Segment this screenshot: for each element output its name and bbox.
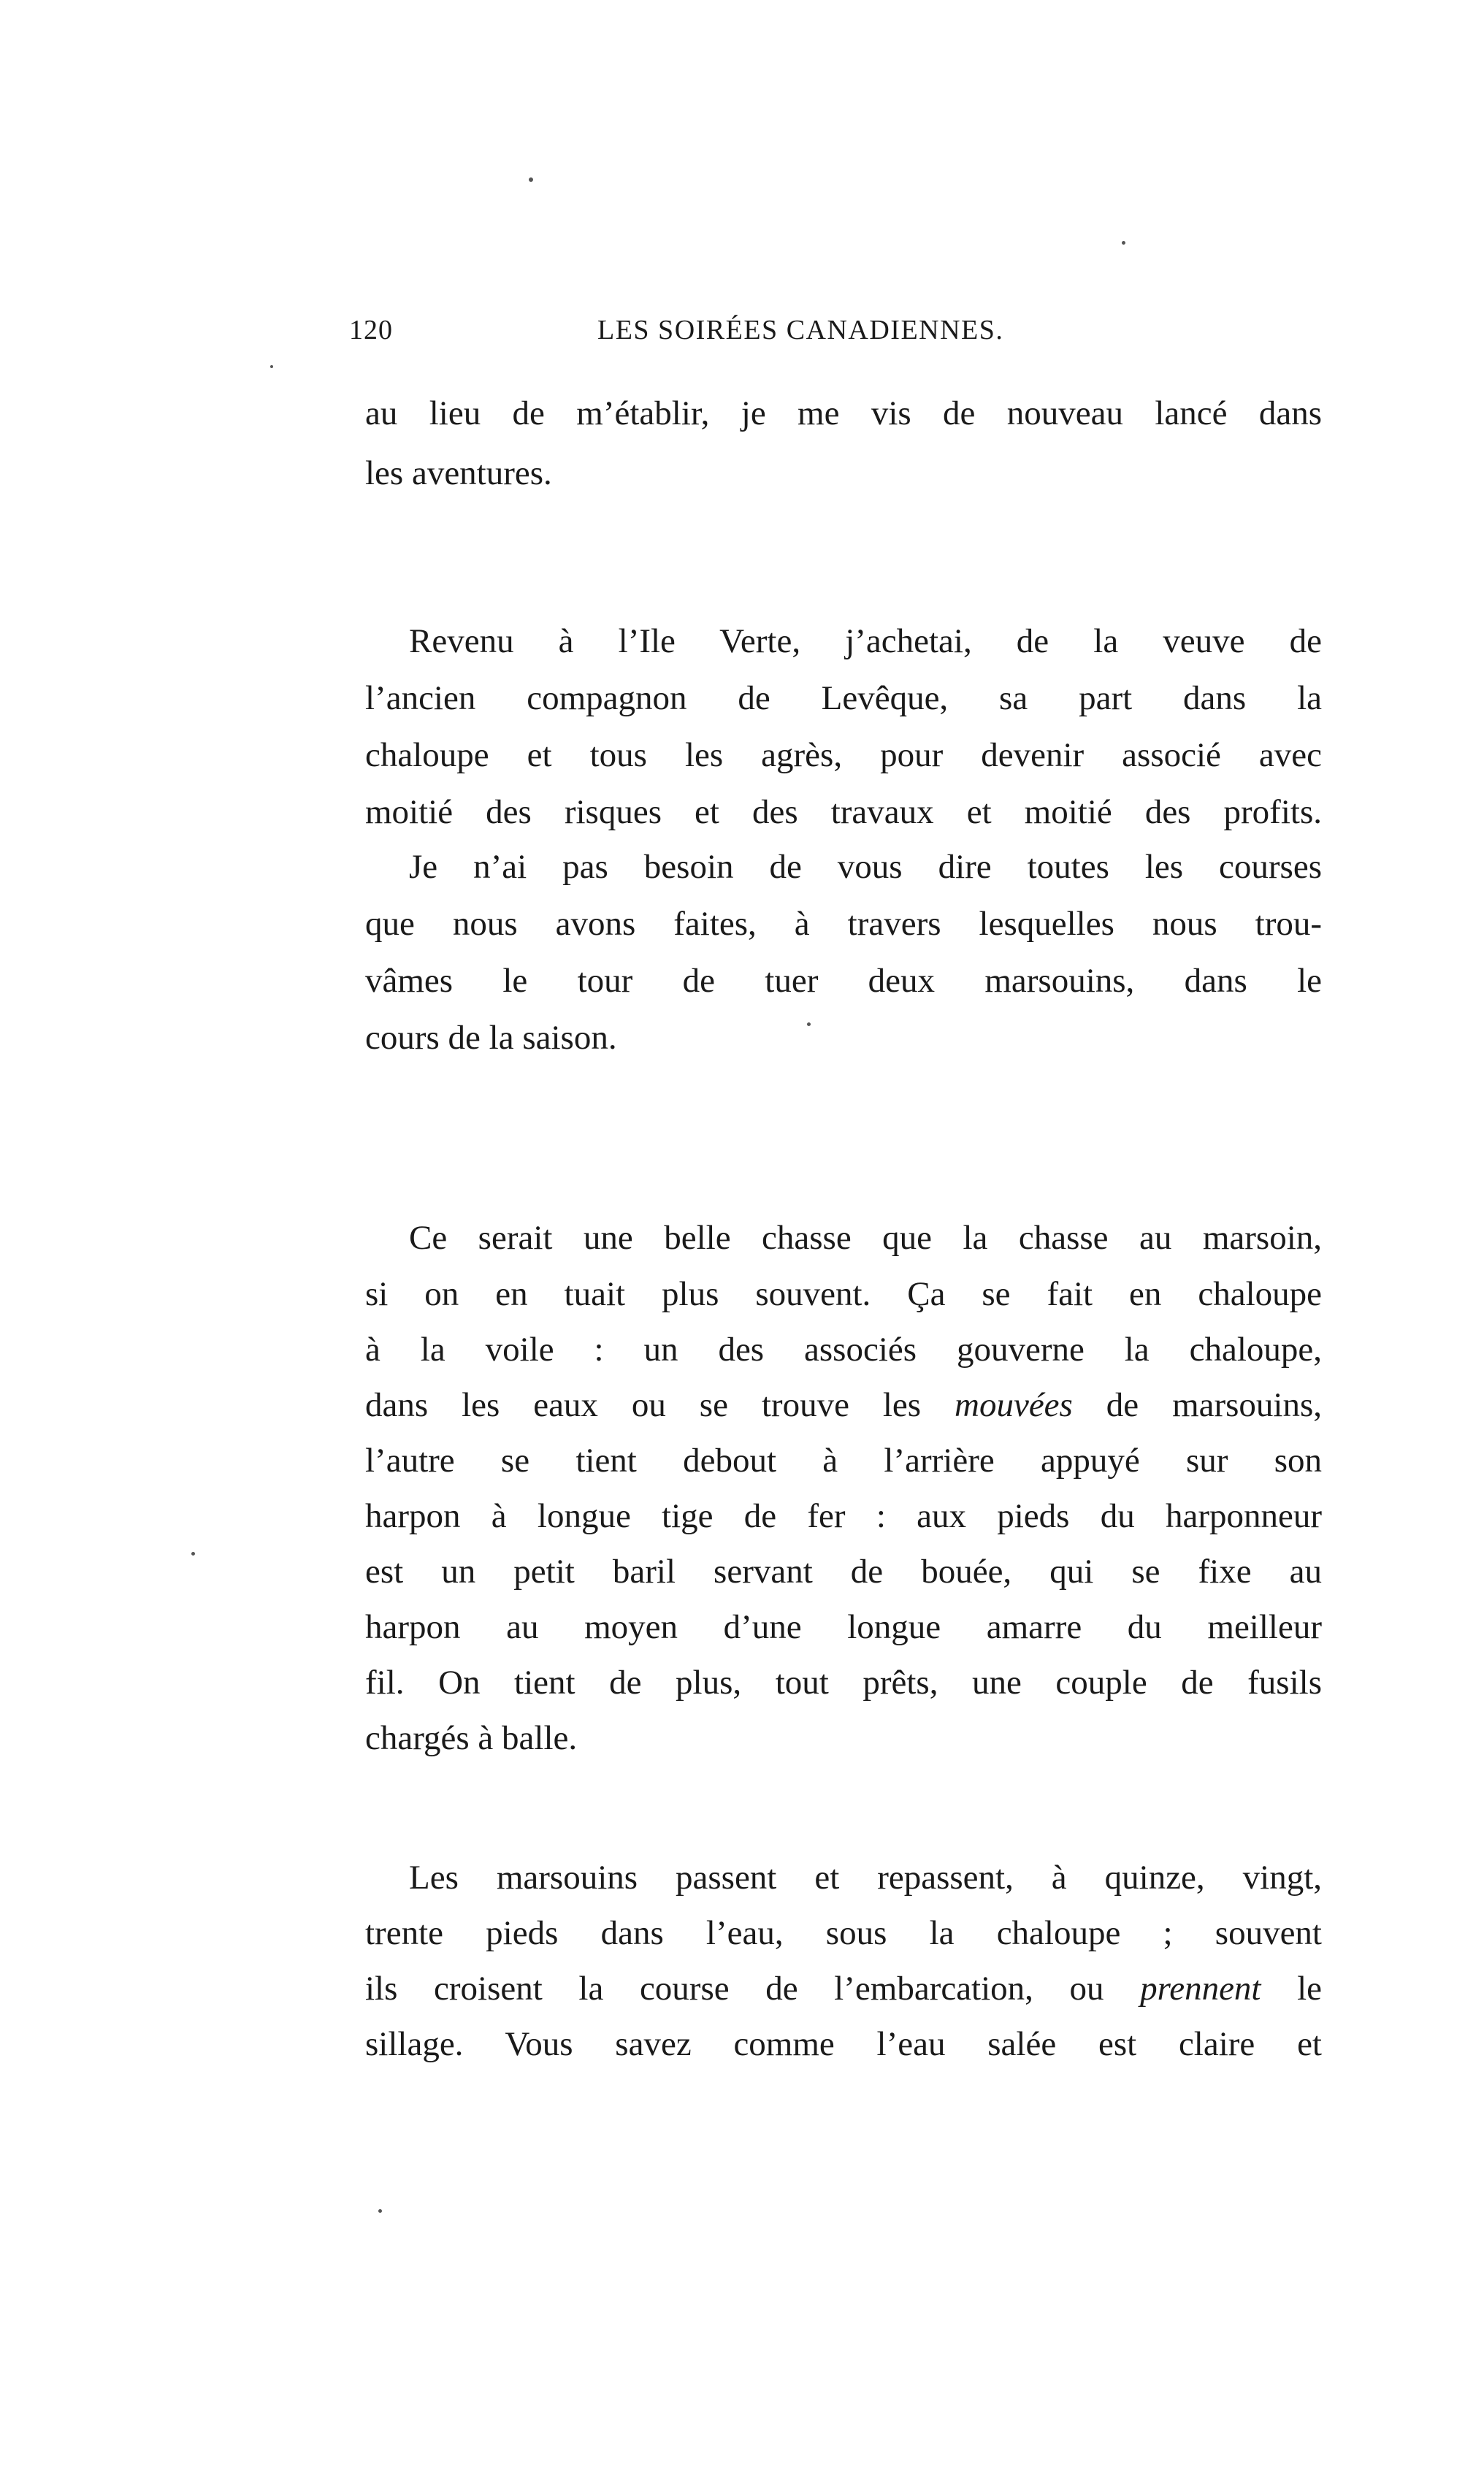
text-line-with-italic bbox=[365, 1383, 1322, 1427]
text-line: cours de la saison. bbox=[365, 1019, 617, 1057]
scan-speck bbox=[270, 365, 273, 368]
text-line: au lieu de m’établir, je me vis de nouveau lancé dans bbox=[365, 394, 1322, 432]
text-line: Les marsouins passent et repassent, à quinze, vingt, bbox=[409, 1859, 1322, 1897]
text-line: que nous avons faites, à travers lesquelles nous trou- bbox=[365, 905, 1322, 943]
text-line: harpon à longue tige de fer : aux pieds du harponneur bbox=[365, 1497, 1322, 1535]
scan-speck bbox=[1122, 241, 1125, 245]
text-line: harpon au moyen d’une longue amarre du meilleur bbox=[365, 1608, 1322, 1646]
text-line: sillage. Vous savez comme l’eau salée est claire et bbox=[365, 2025, 1322, 2063]
text-line: fil. On tient de plus, tout prêts, une couple de fusils bbox=[365, 1664, 1322, 1702]
text-line: l’ancien compagnon de Levêque, sa part dans la bbox=[365, 679, 1322, 717]
text-line: les aventures. bbox=[365, 454, 552, 492]
scan-speck bbox=[807, 1022, 811, 1026]
text-line: moitié des risques et des travaux et moitié des profits. bbox=[365, 793, 1322, 831]
text-line: est un petit baril servant de bouée, qui se fixe au bbox=[365, 1553, 1322, 1591]
text-line: Je n’ai pas besoin de vous dire toutes les courses bbox=[409, 848, 1322, 886]
text-line-with-italic bbox=[365, 1967, 1322, 2011]
text-line: l’autre se tient debout à l’arrière appuyé sur son bbox=[365, 1442, 1322, 1480]
scan-speck bbox=[191, 1552, 195, 1556]
text-line: chaloupe et tous les agrès, pour devenir associé avec bbox=[365, 736, 1322, 774]
page-header bbox=[349, 314, 1322, 358]
text-run: ils croisent la course de l’embarcation, ou bbox=[365, 1970, 1104, 2008]
text-line: chargés à balle. bbox=[365, 1719, 578, 1757]
scan-speck bbox=[378, 2209, 382, 2213]
text-line: si on en tuait plus souvent. Ça se fait en chaloupe bbox=[365, 1275, 1322, 1313]
italic-term: prennent bbox=[1140, 1970, 1261, 2008]
text-line: Revenu à l’Ile Verte, j’achetai, de la veuve de bbox=[409, 622, 1322, 660]
text-run: de marsouins, bbox=[1106, 1386, 1323, 1424]
scan-speck bbox=[529, 177, 533, 182]
italic-term: mouvées bbox=[955, 1386, 1073, 1424]
text-line: à la voile : un des associés gouverne la chaloupe, bbox=[365, 1331, 1322, 1369]
page-number: 120 bbox=[349, 315, 393, 345]
text-line: trente pieds dans l’eau, sous la chaloupe ; souvent bbox=[365, 1914, 1322, 1952]
running-title: LES SOIRÉES CANADIENNES. bbox=[597, 315, 1004, 345]
text-line: vâmes le tour de tuer deux marsouins, dans le bbox=[365, 962, 1322, 1000]
text-run: dans les eaux ou se trouve les bbox=[365, 1386, 922, 1424]
text-line: Ce serait une belle chasse que la chasse au marsoin, bbox=[409, 1219, 1322, 1257]
text-run: le bbox=[1297, 1970, 1323, 2008]
